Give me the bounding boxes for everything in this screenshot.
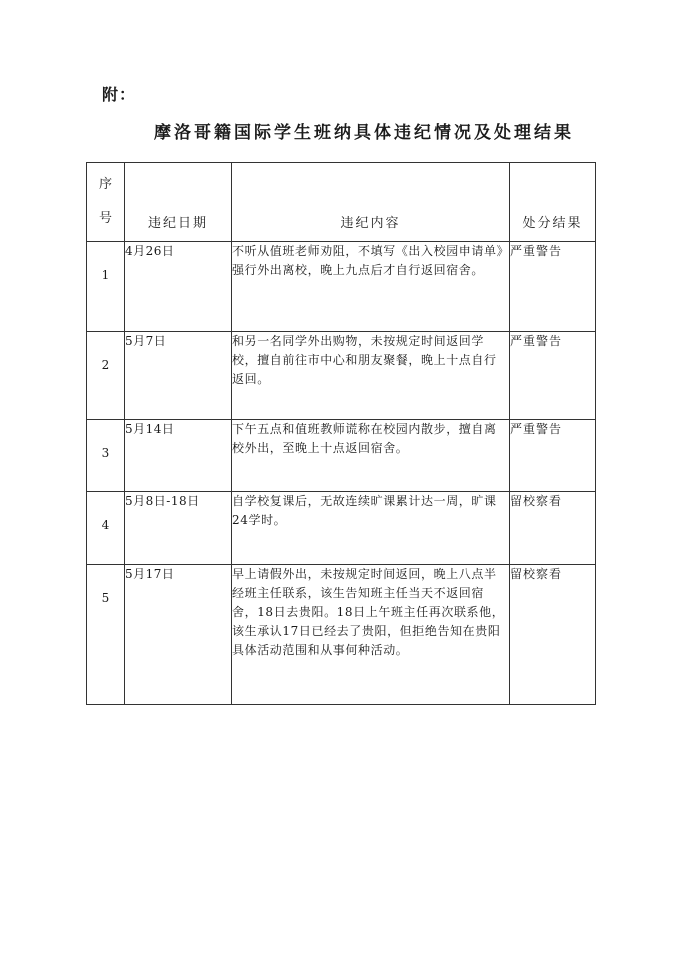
row-number: 4 (87, 492, 125, 565)
violations-table (86, 162, 596, 705)
row-date: 4月26日 (125, 242, 232, 332)
header-content: 违纪内容 (232, 163, 510, 242)
table-header (87, 163, 596, 242)
row-number: 1 (87, 242, 125, 332)
attachment-label: 附： (102, 85, 137, 104)
row-number: 2 (87, 332, 125, 420)
row-content: 不听从值班老师劝阻，不填写《出入校园申请单》强行外出离校，晚上九点后才自行返回宿舍。 (232, 242, 510, 332)
row-date: 5月17日 (125, 565, 232, 705)
table-row (87, 332, 596, 420)
row-result: 严重警告 (510, 332, 596, 420)
table-row (87, 242, 596, 332)
row-date: 5月14日 (125, 420, 232, 492)
table-row (87, 565, 596, 705)
row-result: 严重警告 (510, 420, 596, 492)
row-number: 3 (87, 420, 125, 492)
table-row (87, 420, 596, 492)
row-number: 5 (87, 565, 125, 705)
row-content: 自学校复课后，无故连续旷课累计达一周，旷课24学时。 (232, 492, 510, 565)
row-result: 留校察看 (510, 492, 596, 565)
header-row (87, 163, 596, 242)
row-content: 下午五点和值班教师谎称在校园内散步，擅自离校外出，至晚上十点返回宿舍。 (232, 420, 510, 492)
document-title: 摩洛哥籍国际学生班纳具体违纪情况及处理结果 (154, 123, 574, 143)
header-number: 序号 (87, 163, 125, 242)
header-result: 处分结果 (510, 163, 596, 242)
row-date: 5月7日 (125, 332, 232, 420)
row-content: 和另一名同学外出购物，未按规定时间返回学校，擅自前往市中心和朋友聚餐，晚上十点自行返回。 (232, 332, 510, 420)
table-body (87, 242, 596, 705)
row-result: 严重警告 (510, 242, 596, 332)
table-row (87, 492, 596, 565)
row-result: 留校察看 (510, 565, 596, 705)
row-date: 5月8日-18日 (125, 492, 232, 565)
header-date: 违纪日期 (125, 163, 232, 242)
row-content: 早上请假外出，未按规定时间返回，晚上八点半经班主任联系，该生告知班主任当天不返回宿舍，18日去贵阳。18日上午班主任再次联系他，该生承认17日已经去了贵阳，但拒绝告知在贵阳具体活动范围和从事何种活动。 (232, 565, 510, 705)
